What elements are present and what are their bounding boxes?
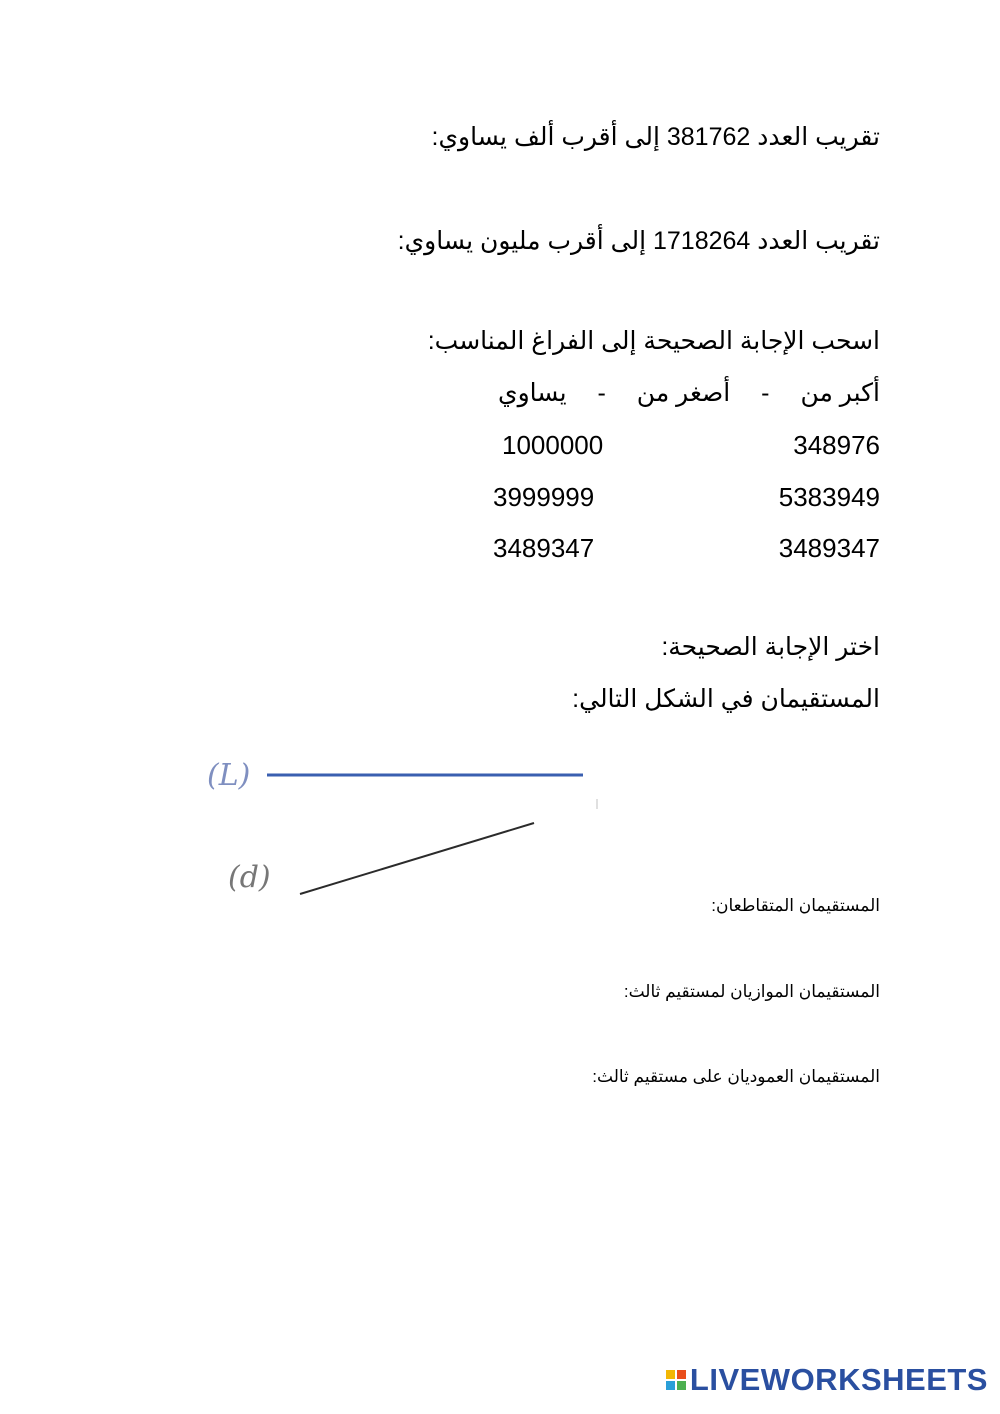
question-lines-figure: المستقيمان في الشكل التالي: [572, 685, 880, 713]
question-choose-instruction: اختر الإجابة الصحيحة: [661, 633, 880, 661]
pair-2-left-number: 3999999 [493, 482, 595, 512]
pair-1-right-number: 348976 [793, 430, 880, 460]
option-less-than[interactable]: أصغر من [636, 379, 731, 407]
question-drag-instruction: اسحب الإجابة الصحيحة إلى الفراغ المناسب: [427, 327, 880, 355]
choice-intersecting-lines[interactable]: المستقيمان المتقاطعان: [711, 896, 880, 915]
lines-figure [195, 745, 615, 915]
question-rounding-million: تقريب العدد 1718264 إلى أقرب مليون يساوي: [397, 227, 880, 255]
drag-options-row [498, 378, 880, 408]
line-L-label: (L) [207, 758, 251, 793]
choice-parallel-lines[interactable]: المستقيمان الموازيان لمستقيم ثالث: [623, 982, 880, 1001]
option-separator: - [761, 379, 770, 407]
line-d [300, 823, 534, 894]
question-rounding-thousand: تقريب العدد 381762 إلى أقرب ألف يساوي: [431, 123, 880, 151]
pair-2-right-number: 5383949 [778, 482, 880, 512]
choice-perpendicular-lines[interactable]: المستقيمان العموديان على مستقيم ثالث: [592, 1067, 880, 1086]
pair-3-right-number: 3489347 [778, 533, 880, 563]
option-separator: - [597, 379, 606, 407]
liveworksheets-wordmark: LIVEWORKSHEETS [689, 1362, 988, 1397]
option-equal[interactable]: يساوي [498, 379, 567, 407]
liveworksheets-logo-icon [666, 1370, 686, 1390]
pair-3-left-number: 3489347 [493, 533, 595, 563]
liveworksheets-brand [666, 1362, 988, 1398]
lines-figure-svg [195, 745, 615, 915]
option-greater-than[interactable]: أكبر من [800, 379, 880, 407]
line-d-label: (d) [228, 860, 271, 895]
pair-1-left-number: 1000000 [502, 430, 604, 460]
